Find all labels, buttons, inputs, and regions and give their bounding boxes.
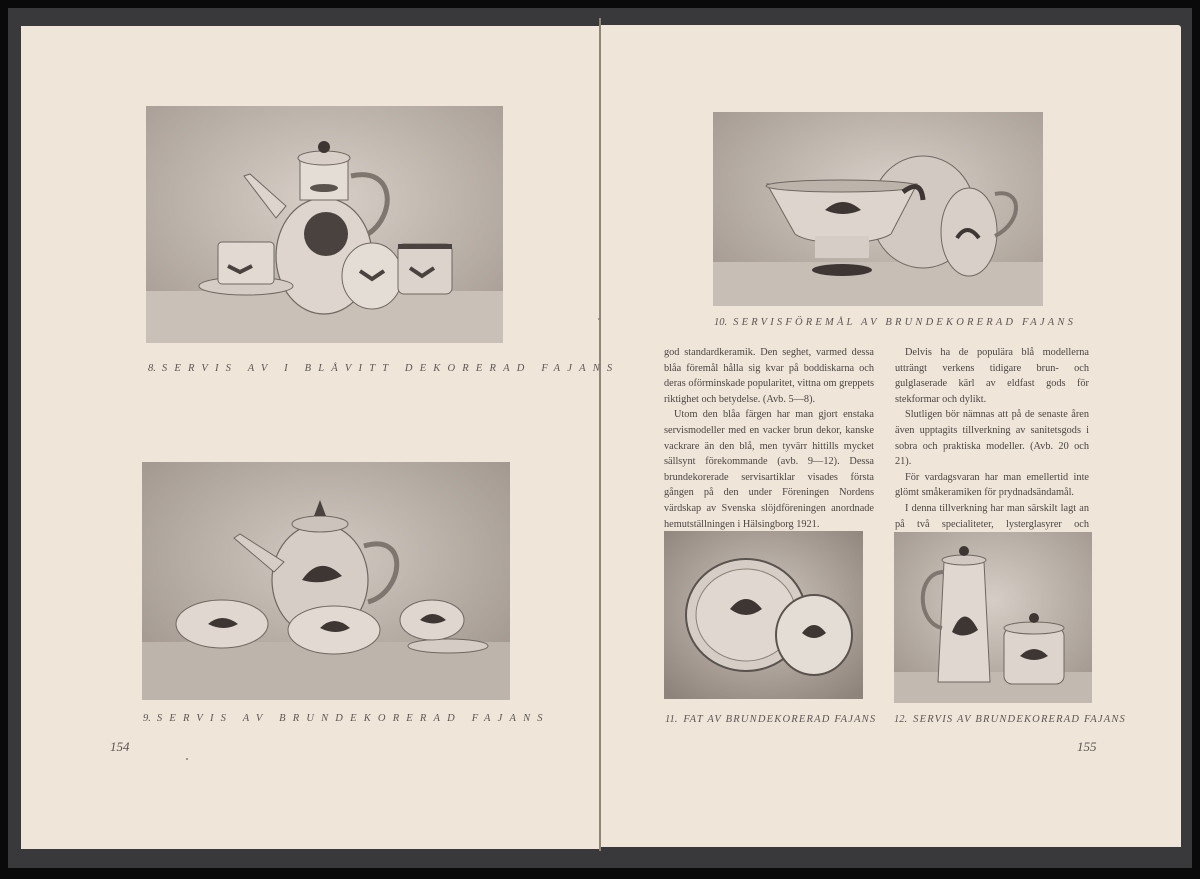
figure-12-caption bbox=[894, 714, 1126, 725]
page-number-right: 155 bbox=[1077, 739, 1097, 754]
paragraph: Utom den blåa färgen har man gjort enstaka servismodeller med en vacker brun dekor, kanske vackrare än den blå, men tyvärr hittills mycket sällsynt förekommande (avb. 9—12). Dessa brundekorerade servisartiklar visades första gången på den under Föreningen Nordens värdskap av Svenska slöjdföreningen anordnade hemutställningen i Hälsingborg 1921. bbox=[664, 409, 874, 530]
figure-10-photo bbox=[713, 112, 1043, 306]
figure-11-caption-text: FAT AV BRUNDEKORERAD FAJANS bbox=[683, 714, 877, 725]
paper-speck bbox=[186, 758, 188, 760]
figure-12-caption-text: SERVIS AV BRUNDEKORERAD FAJANS bbox=[913, 714, 1127, 725]
figure-9-number: 9. bbox=[143, 713, 151, 724]
paper-speck bbox=[598, 318, 600, 320]
paragraph: För vardagsvaran har man emellertid inte glömt småkeramiken för prydnadsändamål. bbox=[895, 471, 1089, 499]
figure-10-number: 10. bbox=[714, 317, 728, 328]
figure-8-caption-text: SERVIS AV I BLÅVITT DEKORERAD FAJANS bbox=[161, 363, 620, 374]
figure-8-caption bbox=[148, 363, 619, 374]
paragraph: Delvis ha de populära blå modellerna utträngt verkens tidigare brun- och gulglaserade kärl av eldfast gods för stekformar och dylikt. bbox=[895, 347, 1089, 405]
body-text-column-left bbox=[664, 345, 874, 532]
figure-11-caption bbox=[665, 714, 876, 725]
book-spine bbox=[599, 18, 601, 851]
figure-10-caption bbox=[714, 317, 1076, 328]
figure-8-photo bbox=[146, 106, 503, 343]
paragraph: Slutligen bör nämnas att på de senaste åren även upptagits tillverkning av sanitetsgods i sobra och praktiska modeller. (Avb. 20 och 21). bbox=[895, 409, 1089, 468]
figure-9-photo bbox=[142, 462, 510, 700]
figure-12-photo bbox=[894, 532, 1092, 703]
figure-11-number: 11. bbox=[665, 714, 678, 725]
figure-12-number: 12. bbox=[894, 714, 908, 725]
figure-10-caption-text: SERVISFÖREMÅL AV BRUNDEKORERAD FAJANS bbox=[733, 317, 1077, 328]
figure-9-caption-text: SERVIS AV BRUNDEKORERAD FAJANS bbox=[156, 713, 550, 724]
page-number-left: 154 bbox=[110, 739, 130, 754]
paragraph: god standardkeramik. Den seghet, varmed dessa blåa föremål hålla sig kvar på boddiskarna och deras oförminskade popularitet, vittna om greppets riktighet och betydelse. (Avb. 5—8). bbox=[664, 347, 874, 405]
figure-8-number: 8. bbox=[148, 363, 156, 374]
figure-11-photo bbox=[664, 531, 863, 699]
figure-9-caption bbox=[143, 713, 550, 724]
paragraph: I denna tillverkning har man särskilt lagt an på två specialiteter, lysterglasyrer och bbox=[895, 502, 1089, 530]
